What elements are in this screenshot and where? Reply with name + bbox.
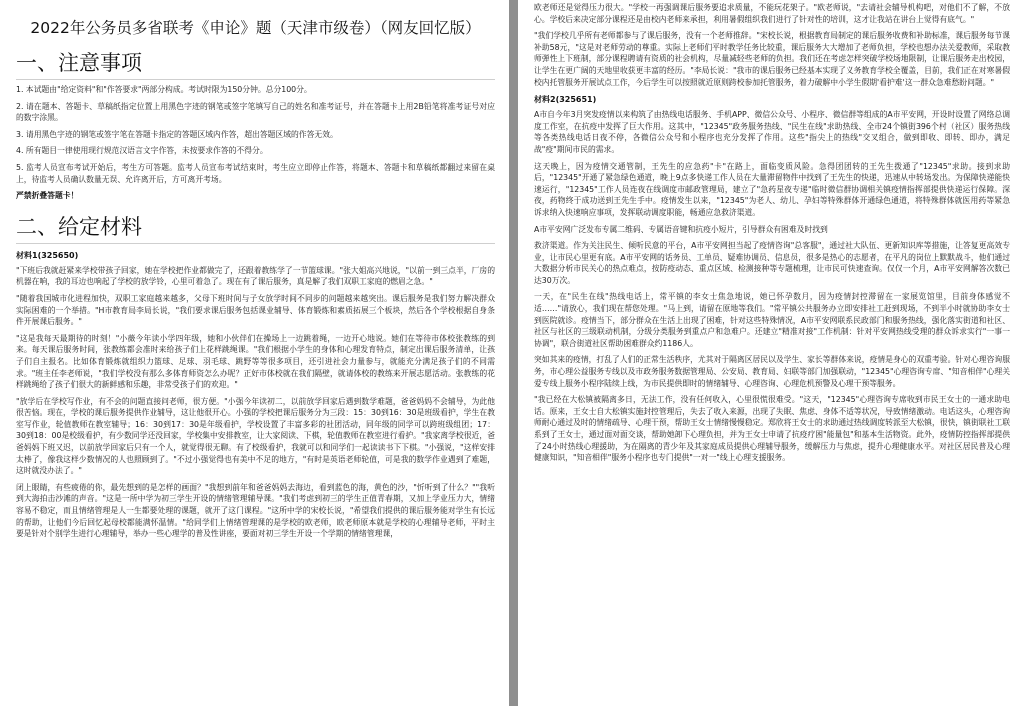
material-paragraph: 闭上眼睛，有些疲倦的你，最先想到的是怎样的画面？"我想到前年和爸爸妈妈去海边，看到蓝色的海，黄色的沙，"忻听到了什么？""我听到大海拍击沙滩的声音。"这是一所中学为初三学生开设的情绪管理辅导课。"我们考虑到初三的学生正值青春期，又加上学业压力大，情绪容易不稳定，而且情绪管理是人一生都要处理的课题，就开了这门课程。"这所中学的宋校长说，"希望我们提供的课后服务能对学生有长远的帮助，让他们今后回忆起母校都能满怀温情。"给同学们上情绪管理课的是学校的欧老师，欧老师原本就是学校的心理辅导老师，平时主要是针对个别学生进行心理辅导，举办一些心理学的普及性讲座，要面对初三学生开设一个学期的情绪管理课， (16, 482, 495, 539)
material-paragraph: A市平安网广泛发布专属二维码、专属语音键和抗疫小短片，引导群众有困难及时找到 (534, 224, 828, 234)
material-1-label: 材料1(325650) (16, 250, 79, 260)
material-paragraph: A市自今年3月突发疫情以来构筑了由热线电话服务、手机APP、微信公众号、小程序、微信群等组成的A市平安网，开设时设置了网络总调度工作室，在抗疫中发挥了巨大作用。这其中，"12345"政务服务热线、"民生在线"求助热线、全市24个镇街396个村（社区）服务热线等各类热线电话日夜不停，各微信公众号和小程序也充分发挥了作用。这些"指尖上的热线"交叉组合，做到即收、即转、即办，满足战"疫"期间市民的需求。 (534, 110, 1010, 154)
material-paragraph: 一天，在"民生在线"热线电话上，常平镇的李女士焦急地说，她已怀孕数月，因为疫情封控滞留在一家展览馆里，目前身体感觉不适……"请放心，我们现在帮您处理。"马上到，请留在原地等我们。"常平镇公共服务办立即安排社工赶到现场，不到半小时就协助李女士到医院就诊。疫情当下，部分群众在生活上出现了困难，针对这些特殊情况，A市平安网联系民政部门和服务热线，强化落实街道和社区、社区与社区的三级联动机制，分级分类服务到重点户和急难户。还建立"精准对接"工作机制：针对平安网热线受理的群众诉求实行"一事一协调"，联合街道社区帮助困难群众约1186人。 (534, 292, 1010, 348)
document-page-right (518, 0, 1024, 706)
material-paragraph: "这是我每天最期待的时刻！"小薇今年读小学四年级，她和小伙伴们在操场上一边跳着绳，一边开心地说。她们在等待市体校张教练的到来。每天课后服务时间，张教练都会准时来给孩子们上花样跳绳课。"我们根据小学生的身体和心理发育特点，制定出课后服务清单，让孩子们自主报名。比如体育锻炼就组织力篮球、足球、羽毛球、跳野等等很多项目，还引进社会力量参与，就能充分满足孩子们的不同需求。"班主任李老师说，"我们学校没有那么多体育师资怎么办呢？正好市体校就在我们隔壁，就请体校的教练来开展志愿活动。张教练的花样跳绳给了孩子们很大的新鲜感和乐趣，非常受孩子们的欢迎。" (16, 333, 495, 390)
document-title: 2022年公务员多省联考《申论》题（天津市级卷）（网友回忆版） (30, 19, 481, 37)
note-item: 1. 本试题由"给定资料"和"作答要求"两部分构成。考试时限为150分钟。总分100分。 (16, 85, 312, 94)
material-paragraph: "我已经在大松镇被隔离多日，无法工作，没有任何收入，心里很慌很难受。"这天，"12345"心理咨询专席收到市民王女士的一通求助电话。原来，王女士自大松镇实施封控管理后，失去了收入来源，出现了失眠、焦虑、身体不适等状况，导致情绪激动。电话这头，心理咨询师耐心通过及时的情绪疏导、心理干预，帮助王女士情绪慢慢稳定。郑欣将王女士的求助通过热线调度转派至大松镇，很快，镇街联社工联系到了王女士，通过面对面交谈，帮助她卸下心理负担，并为王女士申请了抗疫疗困"能量包"和基本生活物资。此外，疫情防控指挥部提供了24小时热线心理援助，为在隔离的青少年及其家庭成员提供心理辅导服务，缓解压力与焦虑，提升心理健康水平。对社区居民普及心理健康知识，"知音相伴"服务小程序也专门提供"一对一"线上心理支援服务。 (534, 395, 1010, 463)
material-paragraph: 突如其来的疫情，打乱了人们的正常生活秩序，尤其对于隔离区居民以及学生、家长等群体来说，疫情是身心的双重考验。针对心理咨询服务，市心理公益服务专线以及市政务服务数据管理局、公安局、教育局、妇联等部门加强联动，"12345"心理咨询专席、"知音相伴"心理关爱专线上服务小程序陆续上线，为市民提供即时的情绪辅导、心理咨询、心理危机预警及心理干预等服务。 (534, 355, 1010, 388)
material-paragraph: 这天晚上，因为疫情交通管制，王先生的应急药"卡"在路上，面临变质风险。急得团团转的王先生拨通了"12345"求助。接到求助后，"12345"开通了紧急绿色通道，晚上9点多快递工作人员在大量滞留物件中找到了王先生的快递，迅速从中转场发出。为保障快递能快速运行，"12345"工作人员连夜在线调度市邮政管理局，建立了"急药星夜专递"临时微信群协调相关镇疫情指挥部提供快递运行保障。深夜，药物终于成功送到王先生手中。疫情发生以来，"12345"为老人、幼儿、孕妇等特殊群体开通绿色通道，将特殊群体就医用药等紧急诉求纳入快速响应事项，发挥联动调度职能，畅通应急救济渠道。 (534, 161, 1010, 217)
note-item: 5. 监考人员宣布考试开始后，考生方可答题。监考人员宣布考试结束时，考生应立即停止作答，将题本、答题卡和草稿纸都翻过来留在桌上，待监考人员确认数量无误、允许离开后，方可离开考场。 (16, 162, 495, 184)
section-heading-notes: 一、注意事项 (16, 50, 495, 80)
note-item: 2. 请在题本、答题卡、草稿纸指定位置上用黑色字迹的钢笔或签字笔填写自己的姓名和准考证号，并在答题卡上用2B铅笔将准考证号对应的数字涂黑。 (16, 101, 495, 123)
note-item: 4. 所有题目一律使用现行规范汉语言文字作答，未按要求作答的不得分。 (16, 146, 268, 156)
material-paragraph: "放学后在学校写作业，有不会的问题直接问老师，很方便。"小强今年读初二，以前放学回家后遇到数学难题，爸爸妈妈不会辅导，为此他很苦恼。现在，学校的课后服务提供作业辅导，这让他很开心。小强的学校把课后服务分为三段：15：30到16：30是班级看护，学生在教室写作业，轮值教师在教室辅导；16：30到17：30是年级看护，学校设置了丰富多彩的社团活动，同年级的同学可以跨班级组团；17：30到18：00是校级看护，有少数同学还没回家，学校集中安排教室，让大家阅读、下棋，轮值教师在教室进行看护。"我家离学校很近，爸爸妈妈下班又迟，以前放学回家后只有一个人，就觉得很无聊。有了校级看护，我就可以和同学们一起读读书下下棋。"小强说，"这样安排太棒了，像我这样少数情况的人也照顾到了。"不过小强觉得也有美中不足的地方，"有时是英语老师轮值，可是我的数学作业遇到了难题，这时就没办法了。" (16, 396, 495, 476)
warning-text: 严禁折叠答题卡！ (16, 191, 79, 201)
material-paragraph: "下班后我就赶紧来学校带孩子回家，她在学校把作业都做完了，还跟着教练学了一节篮球课。"张大姐高兴地说，"以前一到三点半，厂房的机器在响，我的耳边也响起了学校的放学铃，心里可着急了。现在有了课后服务，真是解了我们双职工家庭的燃眉之急。" (16, 265, 495, 287)
note-item: 3. 请用黑色字迹的钢笔或签字笔在答题卡指定的答题区域内作答，超出答题区域的作答无效。 (16, 129, 338, 139)
material-paragraph: "我们学校几乎所有老师都参与了课后服务，没有一个老师推辞。"宋校长说，根据教育局制定的课后服务收费和补助标准，课后服务每节课补助58元，"这是对老师劳动的尊重。实际上老师们平时教学任务比较重，课后服务大大增加了老师负担，学校也想办法关爱教师，采取教师弹性上下班制，部分课程聘请有资质的社会机构，尽量减轻些老师的负担。我们还在考虑怎样突破学校场地限制，让课后服务走出校园，让学生在更广阔的天地里收获更丰富的经历。"李局长说："我市的课后服务已经基本实现了义务教育学校全覆盖，目前，我们正在对寒暑假校内托管服务开展试点工作，今后学生可以按照就近原则跨校参加托管服务，着力破解中小学生假期'看护难'这一群众急难愁盼问题。" (534, 31, 1010, 87)
material-paragraph: "随着我国城市化进程加快，双职工家庭越来越多，父母下班时间与子女放学时间不同步的问题越来越突出。课后服务是我们努力解决群众实际困难的一个举措。"H市教育局李局长说，"我们要求课后服务包括课业辅导、体育锻炼和素质拓展三个板块，然后各个学校根据自身条件开展课后服务。" (16, 293, 495, 327)
material-paragraph: 欧老师还是觉得压力很大。"学校一再强调课后服务要追求质量，不能玩花架子。"欧老师说，"去请社会辅导机构吧，对他们不了解，不放心。学校后来决定部分课程还是由校内老师来承担，利用暑假组织我们进行了针对性的培训，这才让我站在讲台上觉得有底气。" (534, 3, 1010, 24)
section-heading-materials: 二、给定材料 (16, 214, 495, 244)
material-paragraph: 救济渠道。作为关注民生、倾听民意的平台，A市平安网担当起了疫情咨询"总客服"，通过社大队伍、更新知识库等措施，让答复更高效专业，让市民心里更有底。A市平安网的话务员、工单员、疑难协调员、信息员，很多是热心的志愿者，在平凡的岗位上默默战斗，他们通过大数据分析市民关心的热点难点，按防疫动态、重点区域、检测接种等专题梳理，让市民可快速查询。仅仅一个月，A市平安网解答次数已达30万次。 (534, 241, 1010, 285)
document-page-left (0, 0, 509, 706)
material-2-label: 材料2(325651) (534, 95, 597, 105)
